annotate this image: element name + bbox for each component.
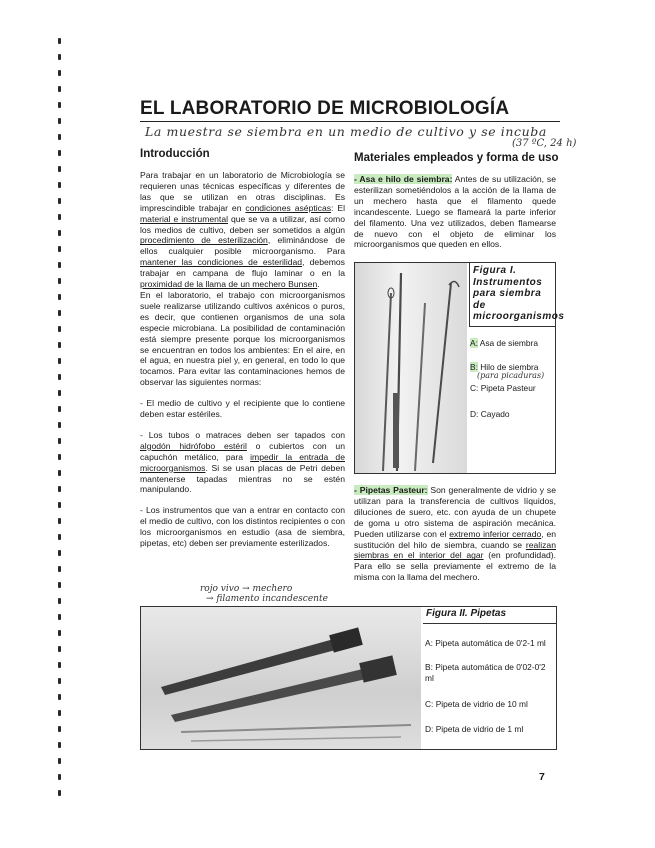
spiral-ring bbox=[58, 678, 61, 684]
title-rule bbox=[140, 121, 560, 122]
spiral-binding bbox=[58, 38, 66, 818]
intro-rule-1: - El medio de cultivo y el recipiente que lo contiene deben estar estériles. bbox=[140, 398, 345, 420]
spiral-ring bbox=[58, 358, 61, 364]
spiral-ring bbox=[58, 230, 61, 236]
item-label: Hilo de siembra bbox=[477, 361, 539, 372]
spiral-ring bbox=[58, 486, 61, 492]
underlined-text: condiciones asépticas bbox=[245, 202, 332, 213]
spiral-ring bbox=[58, 118, 61, 124]
spiral-ring bbox=[58, 134, 61, 140]
spiral-ring bbox=[58, 758, 61, 764]
figure-1-item-c bbox=[469, 383, 555, 393]
underlined-text: realizan siembras en el interior del agar bbox=[354, 539, 556, 561]
figure-1-item-d bbox=[469, 409, 555, 419]
underlined-text: proximidad de la llama de un mechero Bunsen bbox=[140, 279, 318, 290]
figure-1-title: Figura I. Instrumentos para siembra de microorganismos bbox=[469, 263, 555, 327]
asa-text: Antes de su utilización, se esterilizan sometiéndolos a la acción de la llama de un mechero hasta que el filamento quede incandescente. Luego se flameará la parte inferior del filamento. Una vez utilizados, deben flamearse de nuevo con el objeto de eliminar los microorganismos que queden en ellos. bbox=[354, 174, 556, 250]
spiral-ring bbox=[58, 198, 61, 204]
text: (en profundidad). Para ello se sella previamente el extremo de la misma con la llama del mechero. bbox=[354, 550, 557, 583]
text: , eliminándose de ellos cualquier posible microorganismo. Para bbox=[140, 235, 345, 257]
spiral-ring bbox=[58, 262, 61, 268]
underlined-text: algodón hidrófobo estéril bbox=[140, 440, 247, 451]
spiral-ring bbox=[58, 438, 61, 444]
spiral-ring bbox=[58, 790, 61, 796]
figure-1-legend bbox=[469, 263, 565, 473]
spiral-ring bbox=[58, 646, 61, 652]
underlined-text: mantener las condiciones de esterilidad bbox=[140, 257, 303, 268]
item-label: Cayado bbox=[478, 408, 510, 419]
spiral-ring bbox=[58, 550, 61, 556]
spiral-ring bbox=[58, 534, 61, 540]
figure-2-photo bbox=[141, 607, 421, 749]
text: : El bbox=[331, 202, 345, 213]
intro-heading: Introducción bbox=[140, 148, 210, 160]
spiral-ring bbox=[58, 374, 61, 380]
spiral-ring bbox=[58, 470, 61, 476]
figure-1-handwritten-note: (para picaduras) bbox=[477, 370, 545, 380]
page-number: 7 bbox=[539, 771, 545, 783]
spiral-ring bbox=[58, 38, 61, 44]
spiral-ring bbox=[58, 326, 61, 332]
intro-paragraph-2: En el laboratorio, el trabajo con microorganismos suele realizarse utilizando cultivos axénicos o puros, es decir, que contienen organismos de una sola especie microbiana. La posibilidad de contaminación está siempre presente porque los microorganismos se encuentran en todos los ambientes: En el aire, en el agua, en nuestra piel y, en general, en todo lo que tocamos. Para evitar las contaminaciones hemos de observar las siguientes normas: bbox=[140, 289, 345, 388]
spiral-ring bbox=[58, 614, 61, 620]
asa-label: - Asa e hilo de siembra: bbox=[354, 174, 453, 184]
spiral-ring bbox=[58, 502, 61, 508]
materials-heading: Materiales empleados y forma de uso bbox=[354, 152, 559, 164]
inoculation-tools-image bbox=[355, 263, 467, 473]
text: Para trabajar en un laboratorio de Microbiología se requieren unas técnicas específicas y diferentes de las que se utilizan en otras disciplinas. Es imprescindible trabajar en bbox=[140, 170, 345, 213]
spiral-ring bbox=[58, 630, 61, 636]
text: que se va a utilizar, así como los medios de cultivo, deben ser sometidos a algún bbox=[140, 213, 345, 235]
spiral-ring bbox=[58, 726, 61, 732]
handwritten-header-line2: (37 ºC, 24 h) bbox=[512, 138, 577, 149]
spiral-ring bbox=[58, 406, 61, 412]
figure-2-title: Figura II. Pipetas bbox=[423, 607, 556, 624]
spiral-ring bbox=[58, 182, 61, 188]
intro-rule-3: - Los instrumentos que van a entrar en contacto con el medio de cultivo, con los distintos recipientes o con los microorganismos en estudio (asa de siembra, pipetas, etc) deben ser previamente esterilizados. bbox=[140, 505, 345, 549]
figure-2 bbox=[140, 606, 557, 750]
spiral-ring bbox=[58, 214, 61, 220]
spiral-ring bbox=[58, 70, 61, 76]
spiral-ring bbox=[58, 454, 61, 460]
item-key: B: bbox=[470, 361, 478, 372]
pipetas-label: - Pipetas Pasteur: bbox=[354, 485, 428, 495]
spiral-ring bbox=[58, 774, 61, 780]
figure-2-item-a: A: Pipeta automática de 0'2-1 ml bbox=[425, 637, 546, 648]
spiral-ring bbox=[58, 390, 61, 396]
figure-2-legend bbox=[423, 607, 556, 749]
spiral-ring bbox=[58, 566, 61, 572]
handwritten-note-2: → filamento incandescente bbox=[206, 594, 328, 604]
text: , debemos trabajar en campana de flujo laminar o en la bbox=[140, 257, 345, 279]
underlined-text: material e instrumental bbox=[140, 213, 229, 224]
intro-paragraph-1 bbox=[140, 170, 345, 290]
spiral-ring bbox=[58, 742, 61, 748]
spiral-ring bbox=[58, 582, 61, 588]
underlined-text: procedimiento de esterilización bbox=[140, 235, 268, 246]
spiral-ring bbox=[58, 166, 61, 172]
asa-paragraph bbox=[354, 174, 556, 250]
text: o cubiertos con un capuchón metálico, para bbox=[140, 440, 345, 462]
spiral-ring bbox=[58, 150, 61, 156]
figure-1-item-a bbox=[469, 338, 555, 348]
item-label: Asa de siembra bbox=[477, 337, 538, 348]
spiral-ring bbox=[58, 342, 61, 348]
text: - Los tubos o matraces deben ser tapados con bbox=[140, 429, 345, 440]
figure-1 bbox=[354, 262, 565, 474]
figure-2-item-d: D: Pipeta de vidrio de 1 ml bbox=[425, 723, 524, 734]
intro-rule-2 bbox=[140, 430, 345, 495]
handwritten-note-1: rojo vivo → mechero bbox=[200, 584, 293, 594]
spiral-ring bbox=[58, 598, 61, 604]
spiral-ring bbox=[58, 310, 61, 316]
spiral-ring bbox=[58, 54, 61, 60]
page-title: EL LABORATORIO DE MICROBIOLOGÍA bbox=[140, 98, 510, 119]
handwritten-header-line1: La muestra se siembra en un medio de cultivo y se incuba bbox=[145, 124, 547, 139]
text: . Si se usan placas de Petri deben mantenerse tapadas mientras no se estén manipulando. bbox=[140, 462, 345, 495]
spiral-ring bbox=[58, 710, 61, 716]
intro-column bbox=[140, 170, 345, 549]
spiral-ring bbox=[58, 422, 61, 428]
spiral-ring bbox=[58, 102, 61, 108]
spiral-ring bbox=[58, 86, 61, 92]
text: Son generalmente de vidrio y se utilizan para la transferencia de cultivos líquidos, diluciones de suero, etc. con ayuda de un chupete de goma u otro sistema de aspiración mecánica. Pueden utilizarse con el bbox=[354, 485, 557, 539]
item-label: Pipeta Pasteur bbox=[478, 382, 536, 393]
figure-1-photo bbox=[355, 263, 467, 473]
figure-2-item-c: C: Pipeta de vidrio de 10 ml bbox=[425, 699, 528, 709]
spiral-ring bbox=[58, 694, 61, 700]
spiral-ring bbox=[58, 278, 61, 284]
pipettes-image bbox=[141, 607, 421, 749]
underlined-text: extremo inferior cerrado bbox=[449, 528, 542, 539]
spiral-ring bbox=[58, 294, 61, 300]
pipetas-paragraph bbox=[354, 485, 556, 583]
item-key: C: bbox=[470, 382, 479, 393]
spiral-ring bbox=[58, 662, 61, 668]
underlined-text: impedir la entrada de microorganismos bbox=[140, 451, 345, 473]
text: , en sustitución del hilo de siembra, cuando se bbox=[354, 528, 556, 550]
figure-1-item-b bbox=[469, 362, 555, 372]
item-key: A: bbox=[470, 337, 478, 348]
spiral-ring bbox=[58, 246, 61, 252]
figure-2-item-b: B: Pipeta automática de 0'02-0'2 ml bbox=[425, 662, 546, 683]
spiral-ring bbox=[58, 518, 61, 524]
item-key: D: bbox=[470, 408, 479, 419]
text: . bbox=[317, 279, 320, 290]
